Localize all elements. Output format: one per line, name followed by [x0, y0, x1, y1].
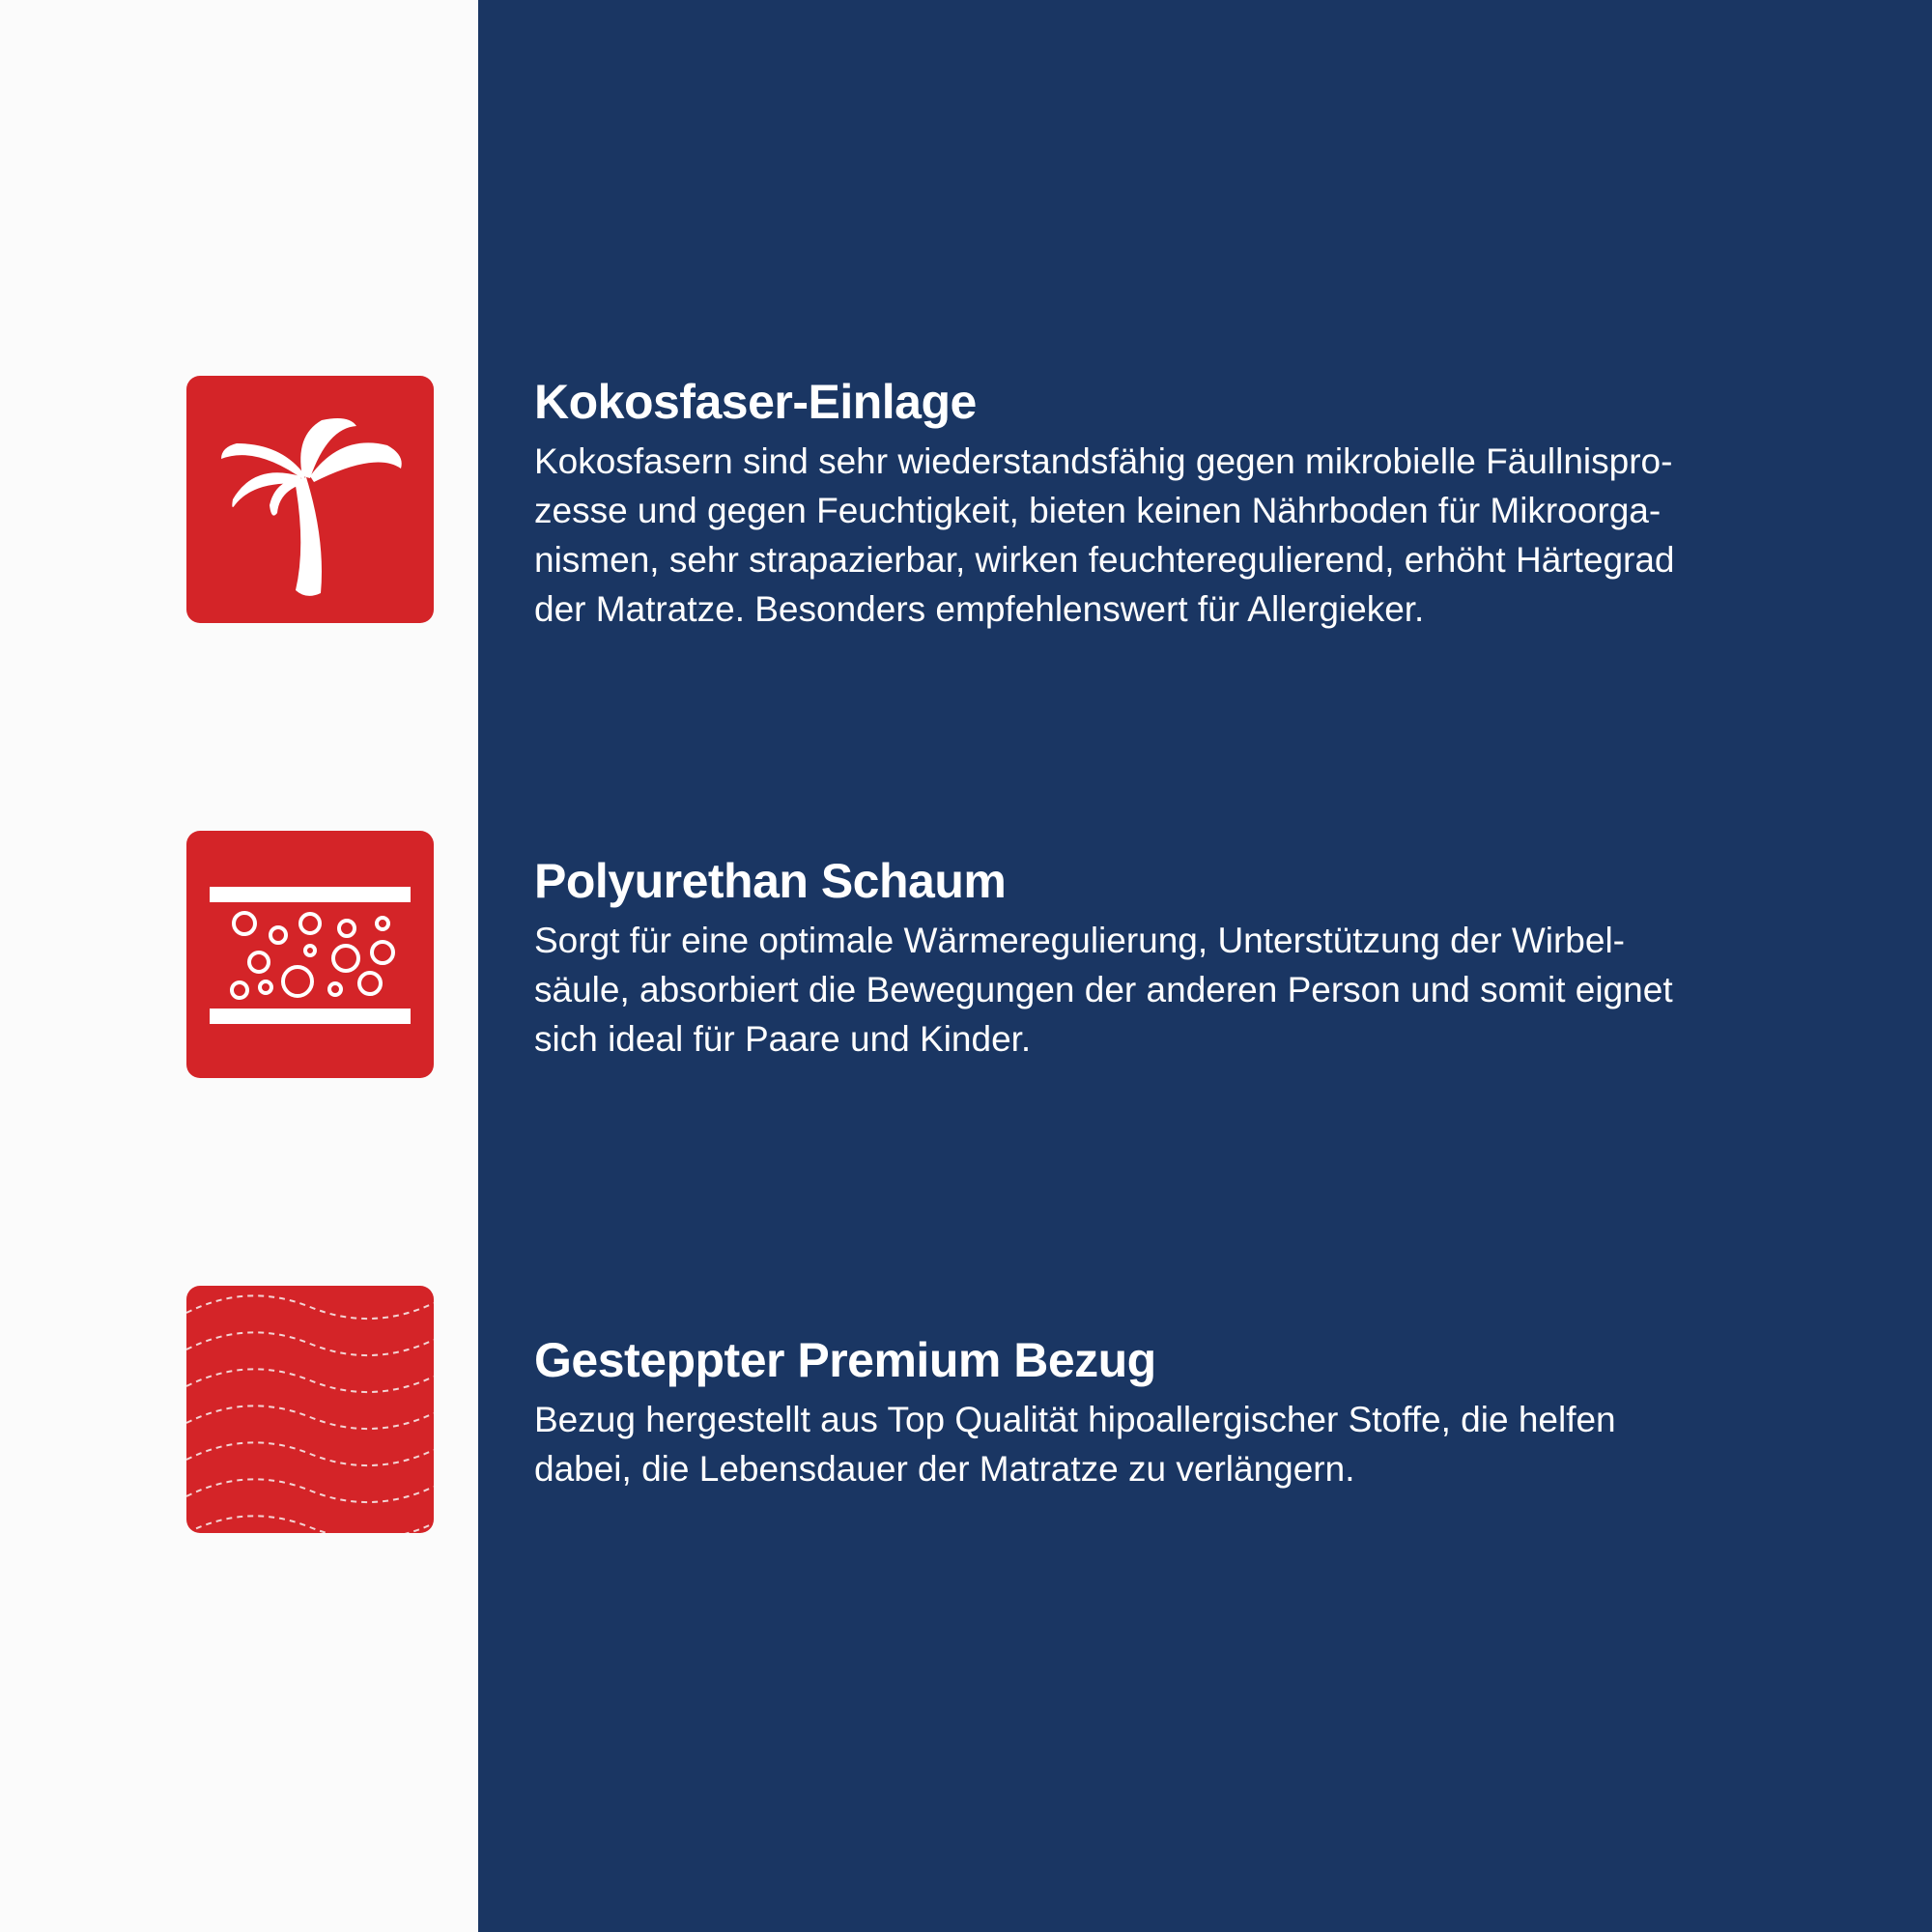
- palm-tree-icon: [186, 376, 434, 623]
- feature-coconut-fiber: [534, 373, 1790, 634]
- feature-title: Polyurethan Schaum: [534, 854, 1007, 908]
- foam-bubbles-icon: [186, 831, 434, 1078]
- feature-quilted-cover: [534, 1331, 1790, 1493]
- quilted-fabric-icon: [186, 1286, 434, 1533]
- feature-title: Gesteppter Premium Bezug: [534, 1333, 1156, 1387]
- feature-description: Kokosfasern sind sehr wiederstandsfähig gegen mikrobielle Fäullnispro- zesse und gegen Feuchtigkeit, bieten keinen Nährboden für Mikroorga- nismen, sehr strapazierbar, wirken feuchteregulierend, erhöht Härtegrad der Matratze. Besonders empfehlenswert für Allergieker.: [534, 441, 1675, 629]
- feature-polyurethane-foam: [534, 852, 1790, 1064]
- feature-title: Kokosfaser-Einlage: [534, 375, 977, 429]
- feature-description: Sorgt für eine optimale Wärmeregulierung, Unterstützung der Wirbel- säule, absorbiert die Bewegungen der anderen Person und somit eignet sich ideal für Paare und Kinder.: [534, 921, 1673, 1059]
- feature-description: Bezug hergestellt aus Top Qualität hipoallergischer Stoffe, die helfen dabei, die Lebensdauer der Matratze zu verlängern.: [534, 1400, 1616, 1489]
